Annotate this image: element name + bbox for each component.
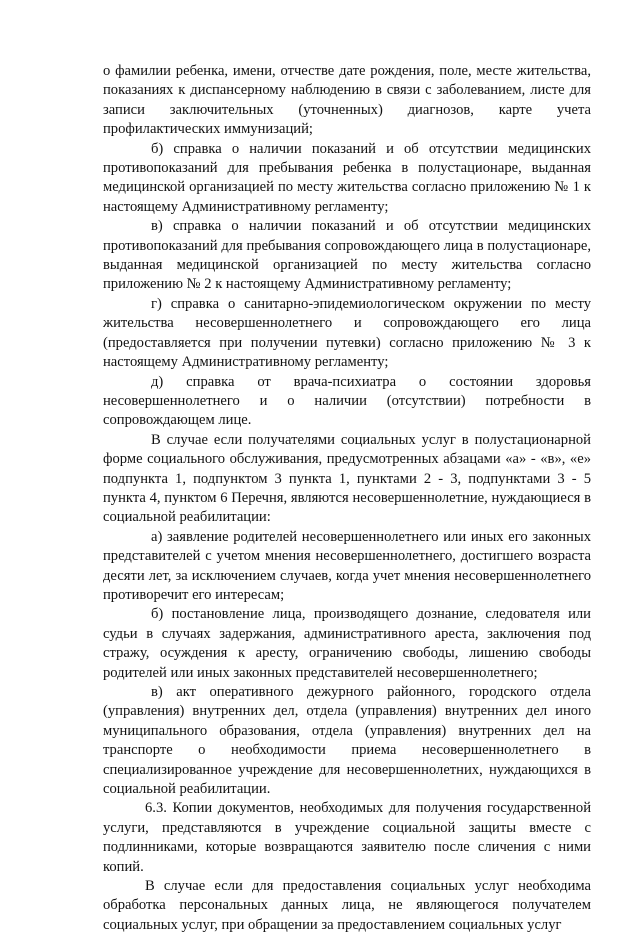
document-body [103, 62, 591, 935]
paragraph-continuation: о фамилии ребенка, имени, отчестве дате рождения, поле, месте жительства, показаниях к диспансерному наблюдению в связи с заболеванием, листе для записи заключительных (уточненных) диагнозов, карте учета профилактических иммунизаций; [103, 63, 591, 138]
paragraph-item-b-investigator-resolution: б) постановление лица, производящего дознание, следователя или судьи в случаях задержания, административного ареста, заключения под стражу, осуждения к аресту, ограничению свободы, лишению свободы родителей или иных законных представителей несовершеннолетнего; [103, 606, 591, 681]
paragraph-item-a-parents-application: а) заявление родителей несовершеннолетнего или иных его законных представителей с учетом мнения несовершеннолетнего, достигшего возраста десяти лет, за исключением случаев, когда учет мнения несовершеннолетнего противоречит его интересам; [103, 528, 591, 603]
paragraph-item-v-medical-certificate-companion: в) справка о наличии показаний и об отсутствии медицинских противопоказаний для пребывания сопровождающего лица в полустационаре, выданная медицинской организацией по месту жительства согласно приложению № 2 к настоящему Административному регламенту; [103, 218, 591, 293]
paragraph-item-b-medical-certificate-child: б) справка о наличии показаний и об отсутствии медицинских противопоказаний для пребывания ребенка в полустационаре, выданная медицинской организацией по месту жительства согласно приложению № 1 к настоящему Административному регламенту; [103, 140, 591, 215]
paragraph-section-6-3-copies: 6.3. Копии документов, необходимых для получения государственной услуги, представляются в учреждение социальной защиты вместе с подлинниками, которые возвращаются заявителю после сличения с ними копий. [103, 800, 591, 875]
paragraph-minors-rehabilitation-case: В случае если получателями социальных услуг в полустационарной форме социального обслуживания, предусмотренных абзацами «а» - «в», «е» подпункта 1, подпунктом 3 пункта 1, пунктами 2 - 3, подпунктами 3 - 5 пункта 4, пунктом 6 Перечня, являются несовершеннолетние, нуждающиеся в социальной реабилитации: [103, 431, 591, 526]
paragraph-item-d-psychiatrist-certificate: д) справка от врача-психиатра о состоянии здоровья несовершеннолетнего и о наличии (отсутствии) потребности в сопровождающем лице. [103, 373, 591, 429]
paragraph-item-v-police-act: в) акт оперативного дежурного районного, городского отдела (управления) внутренних дел, отдела (управления) внутренних дел иного муниципального образования, отдела (управления) внутренних дел на транспорте о необходимости приема несовершеннолетнего в специализированное учреждение для несовершеннолетних, нуждающихся в социальной реабилитации. [103, 684, 591, 798]
paragraph-item-g-sanitary-certificate: г) справка о санитарно-эпидемиологическом окружении по месту жительства несовершеннолетнего и сопровождающего его лица (предоставляется при получении путевки) согласно приложению № 3 к настоящему Административному регламенту; [103, 295, 591, 371]
paragraph-personal-data-processing: В случае если для предоставления социальных услуг необходима обработка персональных данных лица, не являющегося получателем социальных услуг, при обращении за предоставлением социальных услуг [103, 878, 591, 933]
